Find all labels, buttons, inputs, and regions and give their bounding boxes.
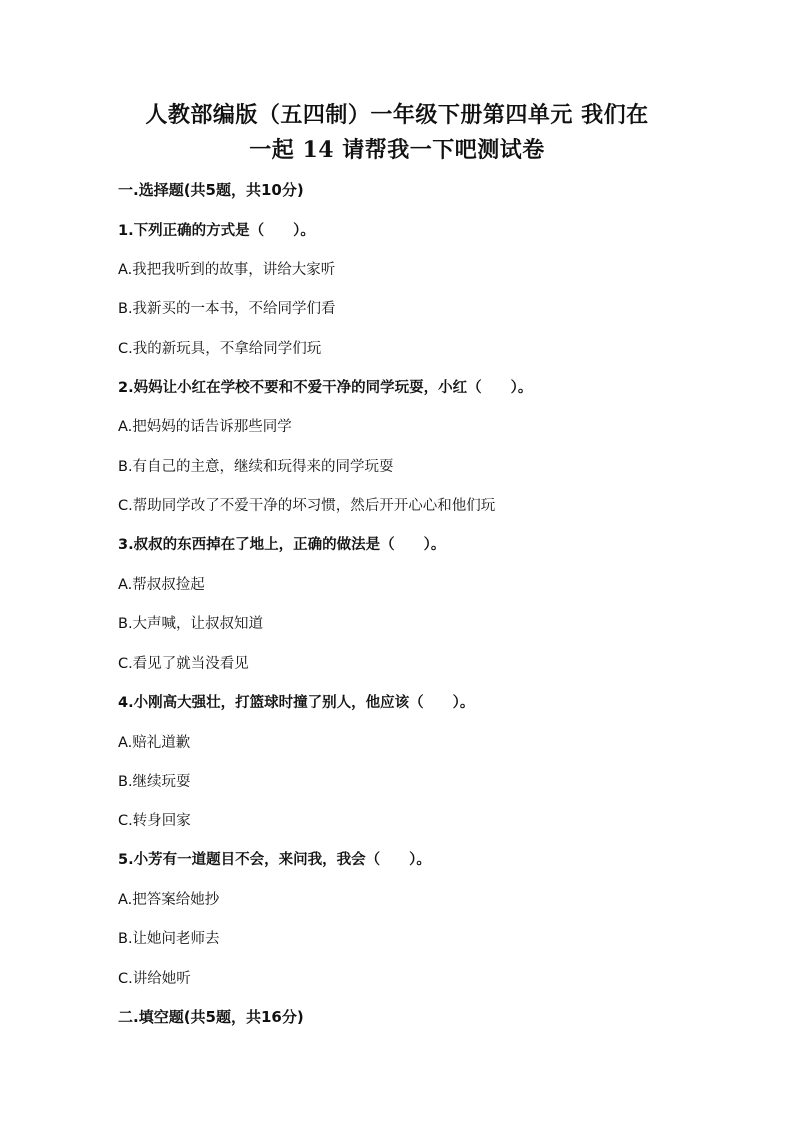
question-2-option-a: A.把妈妈的话告诉那些同学	[118, 419, 292, 435]
question-3-stem: 3.叔叔的东西掉在了地上，正确的做法是（ ）。	[118, 537, 446, 553]
section-heading-choice: 一.选择题(共5题，共10分)	[118, 181, 304, 199]
question-1-option-a: A.我把我听到的故事，讲给大家听	[118, 262, 336, 278]
question-5-stem: 5.小芳有一道题目不会，来问我，我会（ ）。	[118, 852, 431, 868]
question-4-stem: 4.小刚高大强壮，打篮球时撞了别人，他应该（ ）。	[118, 695, 475, 711]
question-4-option-a: A.赔礼道歉	[118, 735, 191, 751]
page-title-line-1: 人教部编版（五四制）一年级下册第四单元 我们在	[145, 102, 649, 128]
question-1-stem: 1.下列正确的方式是（ ）。	[118, 223, 315, 239]
section-heading-fill-blank: 二.填空题(共5题，共16分)	[118, 1008, 304, 1026]
question-5-option-b: B.让她问老师去	[118, 931, 220, 947]
question-2-stem: 2.妈妈让小红在学校不要和不爱干净的同学玩耍，小红（ ）。	[118, 380, 533, 396]
question-2-option-c: C.帮助同学改了不爱干净的坏习惯，然后开开心心和他们玩	[118, 498, 496, 514]
question-1-option-c: C.我的新玩具，不拿给同学们玩	[118, 341, 322, 357]
page-title-line-2: 一起 14 请帮我一下吧测试卷	[249, 137, 545, 163]
question-3-option-a: A.帮叔叔捡起	[118, 577, 205, 593]
question-2-option-b: B.有自己的主意，继续和玩得来的同学玩耍	[118, 459, 394, 475]
question-4-option-c: C.转身回家	[118, 813, 191, 829]
question-1-option-b: B.我新买的一本书，不给同学们看	[118, 301, 336, 317]
question-3-option-b: B.大声喊，让叔叔知道	[118, 616, 264, 632]
question-5-option-c: C.讲给她听	[118, 971, 191, 987]
question-4-option-b: B.继续玩耍	[118, 774, 191, 790]
question-5-option-a: A.把答案给她抄	[118, 892, 220, 908]
question-3-option-c: C.看见了就当没看见	[118, 656, 249, 672]
